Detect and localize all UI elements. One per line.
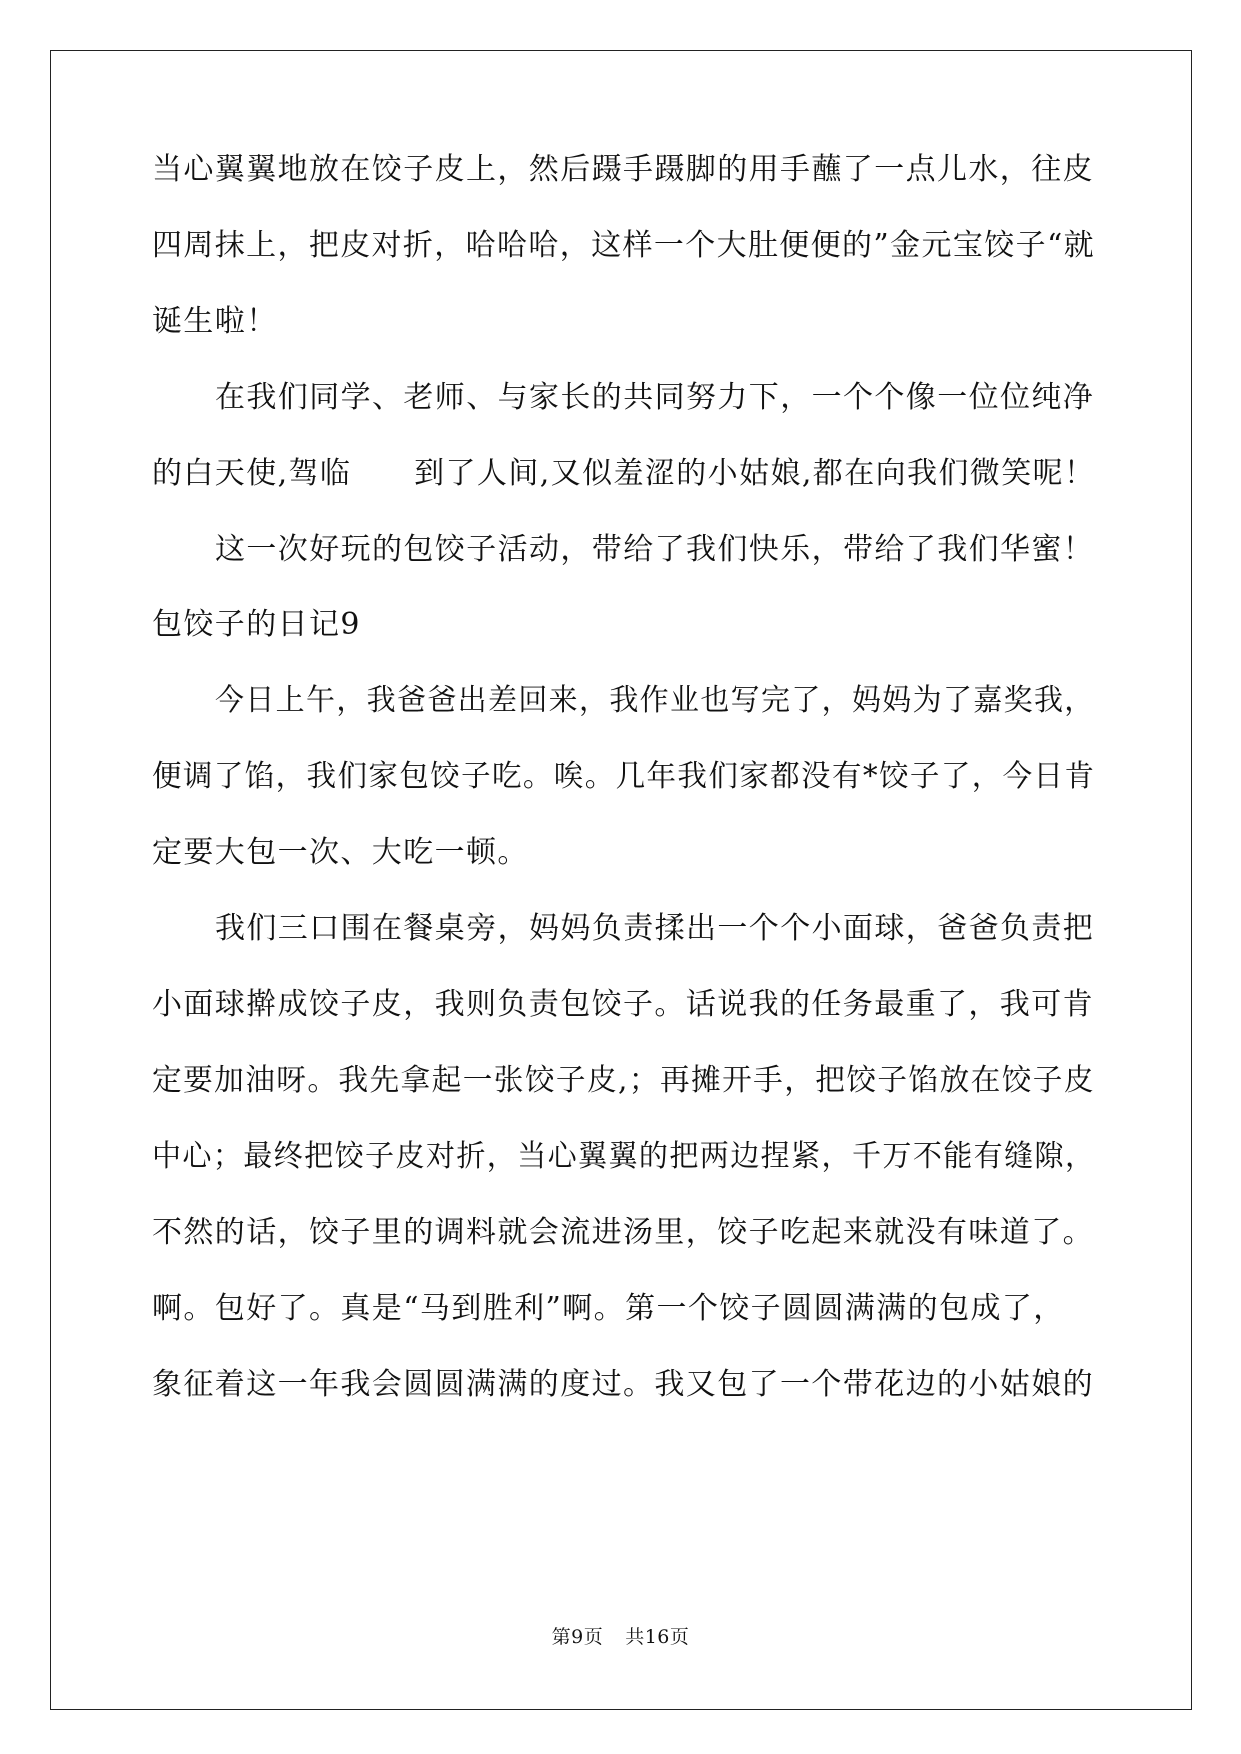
text-line-16: 啊。包好了。真是“马到胜利”啊。第一个饺子圆圆满满的包成了， (152, 1291, 1065, 1326)
text-line-8: 今日上午，我爸爸出差回来，我作业也写完了，妈妈为了嘉奖我， (215, 683, 1095, 718)
text-line-12: 小面球擀成饺子皮，我则负责包饺子。话说我的任务最重了，我可肯 (152, 987, 1094, 1022)
text-line-1: 当心翼翼地放在饺子皮上，然后蹑手蹑脚的用手蘸了一点儿水，往皮 (152, 152, 1094, 187)
page-total: 共16页 (625, 1626, 690, 1648)
text-line-5: 的白天使,驾临 到了人间,又似羞涩的小姑娘,都在向我们微笑呢！ (152, 456, 1096, 491)
page-frame (50, 50, 1192, 1710)
text-line-11: 我们三口围在餐桌旁，妈妈负责揉出一个个小面球，爸爸负责把 (215, 911, 1095, 946)
text-line-15: 不然的话，饺子里的调料就会流进汤里，饺子吃起来就没有味道了。 (152, 1215, 1094, 1250)
text-line-4: 在我们同学、老师、与家长的共同努力下，一个个像一位位纯净 (215, 380, 1095, 415)
page-number: 第9页 (551, 1626, 604, 1648)
text-line-9: 便调了馅，我们家包饺子吃。唉。几年我们家都没有*饺子了，今日肯 (152, 759, 1096, 794)
text-line-3: 诞生啦！ (152, 304, 278, 339)
text-line-10: 定要大包一次、大吃一顿。 (152, 835, 529, 870)
text-line-17: 象征着这一年我会圆圆满满的度过。我又包了一个带花边的小姑娘的 (152, 1367, 1094, 1402)
text-line-13: 定要加油呀。我先拿起一张饺子皮,；再摊开手，把饺子馅放在饺子皮 (152, 1063, 1095, 1098)
page-footer (0, 1625, 1241, 1649)
text-line-2: 四周抹上，把皮对折，哈哈哈，这样一个大肚便便的”金元宝饺子“就 (152, 228, 1096, 263)
section-heading: 包饺子的日记9 (152, 607, 361, 642)
text-line-14: 中心；最终把饺子皮对折，当心翼翼的把两边捏紧，千万不能有缝隙， (152, 1139, 1096, 1174)
text-line-6: 这一次好玩的包饺子活动，带给了我们快乐，带给了我们华蜜！ (215, 532, 1095, 567)
